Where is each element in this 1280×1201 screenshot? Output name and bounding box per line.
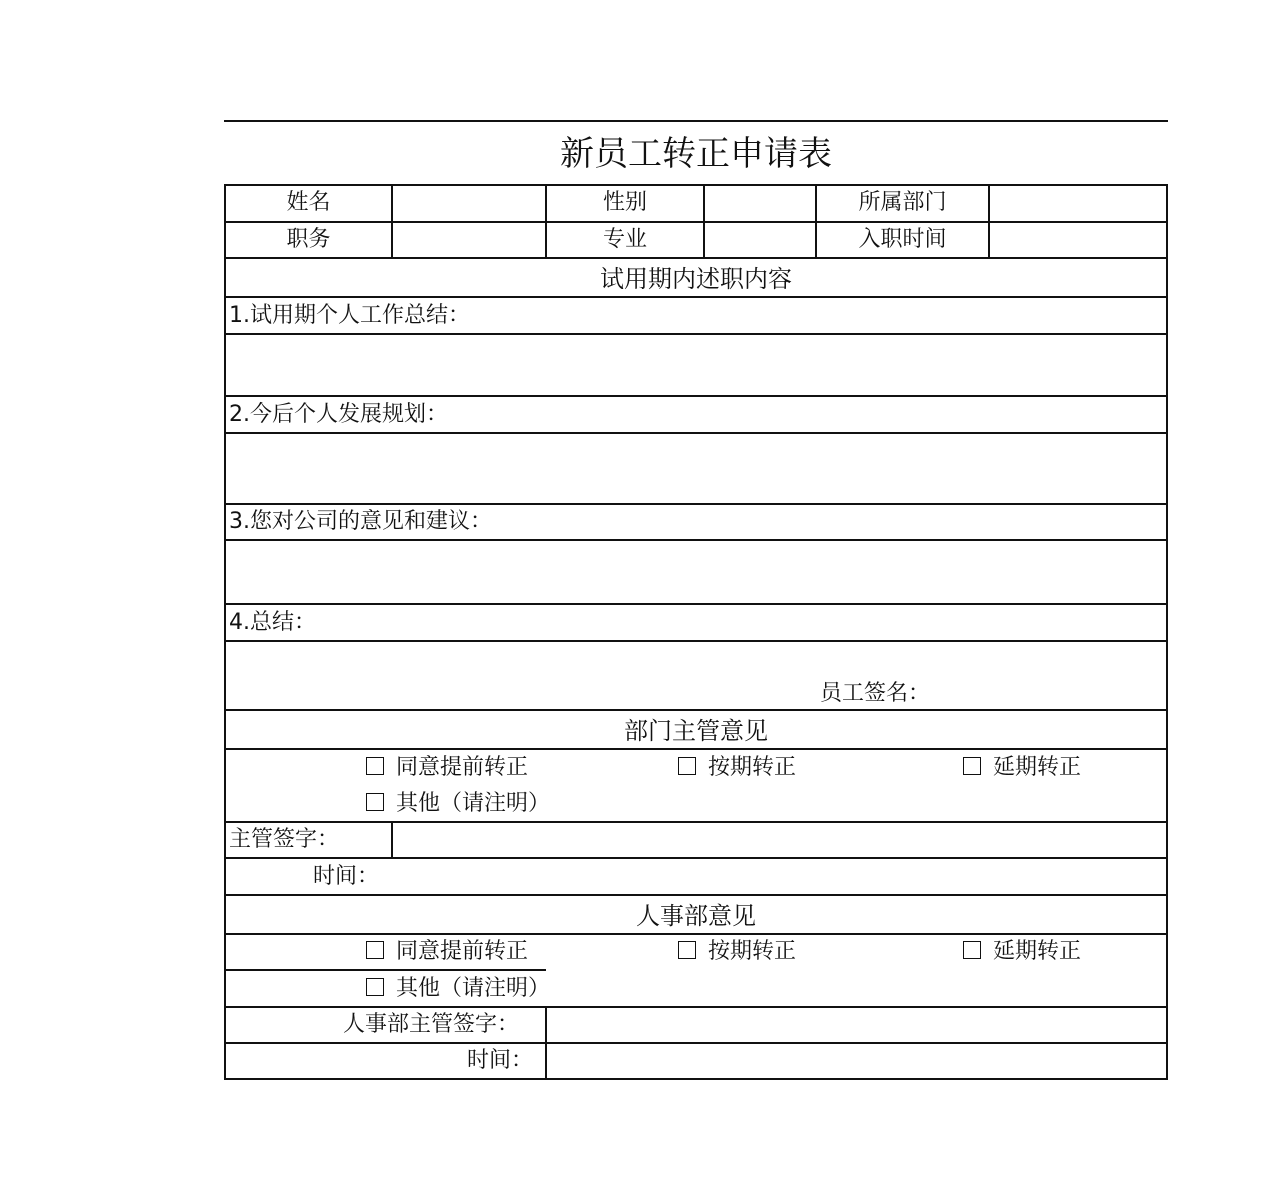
row-line xyxy=(224,709,1168,711)
dept-field[interactable] xyxy=(990,186,1166,221)
dept-option-early[interactable] xyxy=(366,757,528,779)
position-label: 职务 xyxy=(286,227,331,252)
major-label: 专业 xyxy=(602,227,647,252)
dept-option-early-label: 同意提前转正 xyxy=(396,755,529,780)
hr-option-early[interactable] xyxy=(366,941,528,963)
checkbox-icon[interactable] xyxy=(366,978,384,996)
hr-option-delay-label: 延期转正 xyxy=(993,939,1082,964)
name-label: 姓名 xyxy=(286,190,331,215)
checkbox-icon[interactable] xyxy=(963,757,981,775)
question-3-label: 3.您对公司的意见和建议： xyxy=(229,509,492,534)
hr-option-delay[interactable] xyxy=(963,941,1081,963)
gender-label: 性别 xyxy=(602,190,647,215)
gender-field[interactable] xyxy=(705,186,815,221)
hr-time-label: 时间： xyxy=(467,1048,534,1073)
review-section-title: 试用期内述职内容 xyxy=(600,265,792,293)
top-rule xyxy=(224,120,1168,122)
row-line xyxy=(224,748,1168,750)
hr-opinion-title: 人事部意见 xyxy=(636,902,756,930)
row-line xyxy=(224,296,1168,298)
checkbox-icon[interactable] xyxy=(963,941,981,959)
hr-time-field[interactable] xyxy=(547,1044,1166,1078)
hr-option-early-label: 同意提前转正 xyxy=(396,939,529,964)
table-right-border xyxy=(1166,184,1168,1080)
row-line xyxy=(224,503,1168,505)
checkbox-icon[interactable] xyxy=(366,793,384,811)
dept-option-ontime-label: 按期转正 xyxy=(708,755,797,780)
hr-option-ontime-label: 按期转正 xyxy=(708,939,797,964)
name-field[interactable] xyxy=(393,186,545,221)
form-title: 新员工转正申请表 xyxy=(560,134,832,174)
row-line xyxy=(224,933,1168,935)
dept-option-other[interactable] xyxy=(366,793,550,815)
hr-option-ontime[interactable] xyxy=(678,941,796,963)
row-line-partial xyxy=(224,969,546,971)
hr-option-other[interactable] xyxy=(366,978,550,1000)
dept-opinion-title: 部门主管意见 xyxy=(624,717,768,745)
major-field[interactable] xyxy=(705,223,815,257)
table-left-border xyxy=(224,184,226,1080)
checkbox-icon[interactable] xyxy=(678,757,696,775)
position-field[interactable] xyxy=(393,223,545,257)
row-line xyxy=(224,1078,1168,1080)
question-2-label: 2.今后个人发展规划： xyxy=(229,402,448,427)
question-3-answer[interactable] xyxy=(226,541,1166,603)
row-line xyxy=(224,257,1168,259)
checkbox-icon[interactable] xyxy=(366,941,384,959)
dept-label: 所属部门 xyxy=(858,190,947,215)
hr-option-other-label: 其他（请注明） xyxy=(396,976,551,1001)
supervisor-time-field[interactable] xyxy=(380,859,1166,894)
dept-option-ontime[interactable] xyxy=(678,757,796,779)
row-line xyxy=(224,894,1168,896)
checkbox-icon[interactable] xyxy=(366,757,384,775)
supervisor-signature-field[interactable] xyxy=(393,823,1166,857)
question-1-label: 1.试用期个人工作总结： xyxy=(229,303,470,328)
employee-signature-label: 员工签名： xyxy=(820,681,931,706)
dept-option-other-label: 其他（请注明） xyxy=(396,791,551,816)
row-line xyxy=(224,603,1168,605)
question-4-label: 4.总结： xyxy=(229,610,316,635)
hr-signature-label: 人事部主管签字： xyxy=(343,1012,520,1037)
checkbox-icon[interactable] xyxy=(678,941,696,959)
hire-date-field[interactable] xyxy=(990,223,1166,257)
hire-date-label: 入职时间 xyxy=(858,227,947,252)
dept-option-delay[interactable] xyxy=(963,757,1081,779)
supervisor-time-label: 时间： xyxy=(313,864,380,889)
supervisor-signature-label: 主管签字： xyxy=(229,827,340,852)
hr-signature-field[interactable] xyxy=(547,1008,1166,1042)
question-2-answer[interactable] xyxy=(226,434,1166,503)
row-line xyxy=(224,395,1168,397)
question-4-answer[interactable] xyxy=(226,642,1166,709)
dept-option-delay-label: 延期转正 xyxy=(993,755,1082,780)
question-1-answer[interactable] xyxy=(226,335,1166,395)
